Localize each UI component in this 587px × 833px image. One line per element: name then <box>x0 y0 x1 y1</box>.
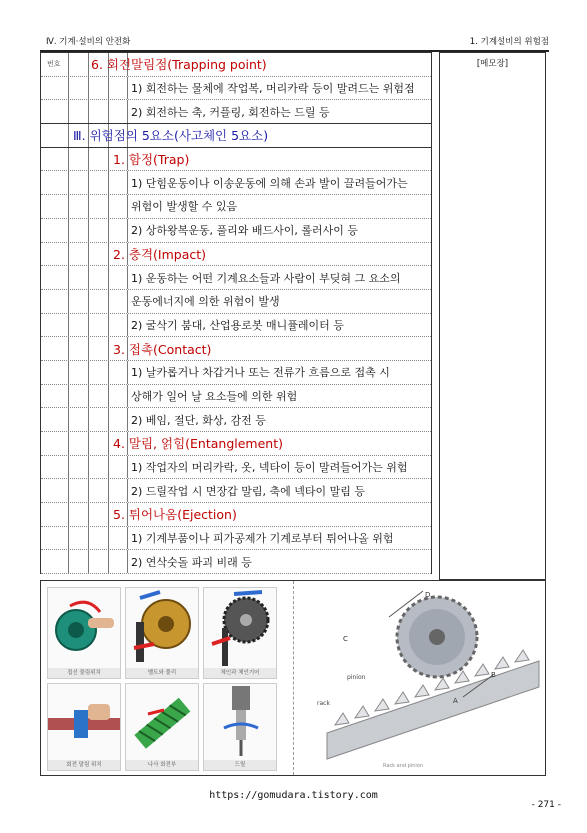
table-row <box>41 503 431 527</box>
table-row <box>41 456 431 480</box>
table-row <box>41 550 431 574</box>
table-cell <box>41 361 69 384</box>
table-cell <box>69 290 89 313</box>
section-heading: 5. 튀어나옴(Ejection) <box>113 507 237 523</box>
table-cell <box>109 77 128 100</box>
table-cell <box>89 361 109 384</box>
table-row <box>41 266 431 290</box>
figure-rotating-wrap <box>47 683 121 771</box>
table-cell <box>69 100 89 123</box>
table-cell <box>69 432 89 455</box>
table-cell <box>41 148 69 171</box>
table-cell <box>69 171 89 194</box>
section-heading: Ⅲ. 위험점의 5요소(사고체인 5요소) <box>73 128 269 144</box>
table-row <box>41 77 431 101</box>
table-cell <box>69 77 89 100</box>
table-cell <box>89 148 109 171</box>
table-cell <box>69 243 89 266</box>
memo-title: [메모장] <box>476 59 509 69</box>
table-row <box>41 314 431 338</box>
table-cell <box>69 219 89 242</box>
section-heading: 4. 말림, 얽힘(Entanglement) <box>113 436 283 452</box>
caption-chain: 체인과 체인기어 <box>204 668 276 678</box>
table-row <box>41 124 431 148</box>
table-cell <box>41 290 69 313</box>
table-cell <box>89 290 109 313</box>
table-cell <box>41 550 69 573</box>
list-item-text: 1) 회전하는 물체에 작업복, 머리카락 등이 말려드는 위험점 <box>131 82 415 96</box>
list-item-text: 1) 단힘운동이나 이송운동에 의해 손과 발이 끌려들어가는 <box>131 176 408 190</box>
caption-wrap: 회전 말림 위치 <box>48 760 120 770</box>
table-cell <box>89 337 109 360</box>
table-cell <box>89 219 109 242</box>
label-b: B <box>491 671 496 679</box>
table-cell <box>69 361 89 384</box>
section-heading: 3. 접촉(Contact) <box>113 341 212 357</box>
table-cell <box>109 527 128 550</box>
table-cell <box>109 479 128 502</box>
table-cell <box>69 527 89 550</box>
table-cell <box>89 385 109 408</box>
table-cell <box>109 314 128 337</box>
page-header-section: 1. 기계설비의 위험점 <box>469 37 549 47</box>
list-item-text: 2) 연삭숫돌 파괴 비래 등 <box>131 555 252 569</box>
table-row <box>41 148 431 172</box>
figure-box <box>40 580 546 776</box>
table-cell <box>89 408 109 431</box>
table-cell <box>41 503 69 526</box>
table-cell <box>69 266 89 289</box>
content-table <box>40 52 432 574</box>
table-cell <box>41 314 69 337</box>
table-row <box>41 527 431 551</box>
label-pinion: pinion <box>347 674 366 681</box>
table-row <box>41 337 431 361</box>
figure-nip-point <box>47 587 121 679</box>
table-cell <box>69 53 89 76</box>
table-cell <box>89 314 109 337</box>
caption-drill: 드릴 <box>204 760 276 770</box>
table-row <box>41 432 431 456</box>
table-cell <box>41 432 69 455</box>
table-cell <box>89 243 109 266</box>
table-cell <box>109 408 128 431</box>
table-cell <box>89 77 109 100</box>
table-cell <box>41 195 69 218</box>
table-cell <box>41 77 69 100</box>
table-cell <box>69 479 89 502</box>
column-label: 번호 <box>47 60 61 69</box>
list-item-text: 1) 작업자의 머리카락, 옷, 넥타이 등이 말려들어가는 위험 <box>131 461 408 475</box>
table-cell <box>109 456 128 479</box>
table-cell <box>41 337 69 360</box>
label-c: C <box>343 635 348 643</box>
table-row <box>41 243 431 267</box>
label-a: A <box>453 697 458 705</box>
table-cell <box>69 550 89 573</box>
figure-screw <box>125 683 199 771</box>
list-item-text: 2) 굴삭기 붐대, 산업용로봇 매니퓰레이터 등 <box>131 318 344 332</box>
table-cell <box>41 219 69 242</box>
table-cell <box>41 479 69 502</box>
table-cell <box>109 385 128 408</box>
table-row <box>41 100 431 124</box>
list-item-text: 2) 드릴작업 시 면장갑 말림, 축에 넥타이 말림 등 <box>131 484 366 498</box>
table-cell <box>69 456 89 479</box>
table-cell <box>89 266 109 289</box>
table-cell <box>109 266 128 289</box>
table-row <box>41 219 431 243</box>
list-item-text: 운동에너지에 의한 위험이 발생 <box>131 295 280 309</box>
list-item-text: 1) 기계부품이나 피가공제가 기계로부터 튀어나올 위험 <box>131 532 394 546</box>
footer-url[interactable]: https://gomudara.tistory.com <box>209 790 378 801</box>
figure-drill <box>203 683 277 771</box>
table-cell <box>41 124 69 147</box>
table-cell <box>109 290 128 313</box>
table-cell <box>69 385 89 408</box>
table-row <box>41 53 431 77</box>
figure-belt-pulley <box>125 587 199 679</box>
label-rack: rack <box>317 700 330 707</box>
table-cell <box>41 385 69 408</box>
page-header-chapter: Ⅳ. 기계·설비의 안전화 <box>46 37 131 47</box>
figure-chain-gear <box>203 587 277 679</box>
table-cell <box>89 527 109 550</box>
table-cell <box>89 195 109 218</box>
section-heading: 2. 충격(Impact) <box>113 246 207 262</box>
table-cell <box>69 148 89 171</box>
table-cell <box>41 456 69 479</box>
table-cell <box>109 100 128 123</box>
table-cell <box>89 479 109 502</box>
section-heading: 6. 회전말림점(Trapping point) <box>91 57 267 73</box>
memo-box <box>439 52 546 580</box>
list-item-text: 1) 운동하는 어떤 기계요소들과 사람이 부딪혀 그 요소의 <box>131 271 401 285</box>
table-cell <box>89 456 109 479</box>
table-cell <box>109 171 128 194</box>
label-d: D <box>425 591 431 599</box>
table-cell <box>41 408 69 431</box>
page-number: - 271 - <box>531 800 561 810</box>
table-cell <box>41 100 69 123</box>
table-cell <box>41 171 69 194</box>
table-cell <box>69 314 89 337</box>
table-cell <box>69 195 89 218</box>
table-cell <box>69 408 89 431</box>
caption-nip: 접선 물림위치 <box>48 668 120 678</box>
table-row <box>41 408 431 432</box>
table-cell <box>89 100 109 123</box>
list-item-text: 2) 회전하는 축, 커플링, 회전하는 드릴 등 <box>131 105 330 119</box>
table-row <box>41 290 431 314</box>
list-item-text: 2) 상하왕복운동, 풀리와 배드사이, 롤러사이 등 <box>131 224 359 238</box>
table-row <box>41 385 431 409</box>
list-item-text: 상해가 일어 날 요소들에 의한 위험 <box>131 389 298 403</box>
table-cell <box>69 503 89 526</box>
table-cell <box>109 550 128 573</box>
table-cell <box>89 432 109 455</box>
table-cell <box>109 195 128 218</box>
table-row <box>41 195 431 219</box>
figure-rack-pinion <box>303 587 541 771</box>
table-cell <box>109 361 128 384</box>
table-cell <box>69 337 89 360</box>
table-row <box>41 171 431 195</box>
caption-belt: 벨트와 풀리 <box>126 668 198 678</box>
table-cell <box>109 219 128 242</box>
table-row <box>41 479 431 503</box>
section-heading: 1. 함정(Trap) <box>113 152 190 168</box>
rack-pinion-caption: Rack and pinion <box>383 763 424 769</box>
table-cell <box>89 503 109 526</box>
figure-divider <box>293 581 294 775</box>
list-item-text: 위험이 발생할 수 있음 <box>131 200 238 214</box>
table-cell <box>89 550 109 573</box>
table-cell <box>41 243 69 266</box>
table-cell <box>89 171 109 194</box>
table-cell <box>41 266 69 289</box>
table-cell <box>41 527 69 550</box>
list-item-text: 2) 베임, 절단, 화상, 감전 등 <box>131 413 266 427</box>
list-item-text: 1) 날카롭거나 차갑거나 또는 전류가 흐름으로 접촉 시 <box>131 366 390 380</box>
caption-screw: 나사 회전부 <box>126 760 198 770</box>
table-row <box>41 361 431 385</box>
